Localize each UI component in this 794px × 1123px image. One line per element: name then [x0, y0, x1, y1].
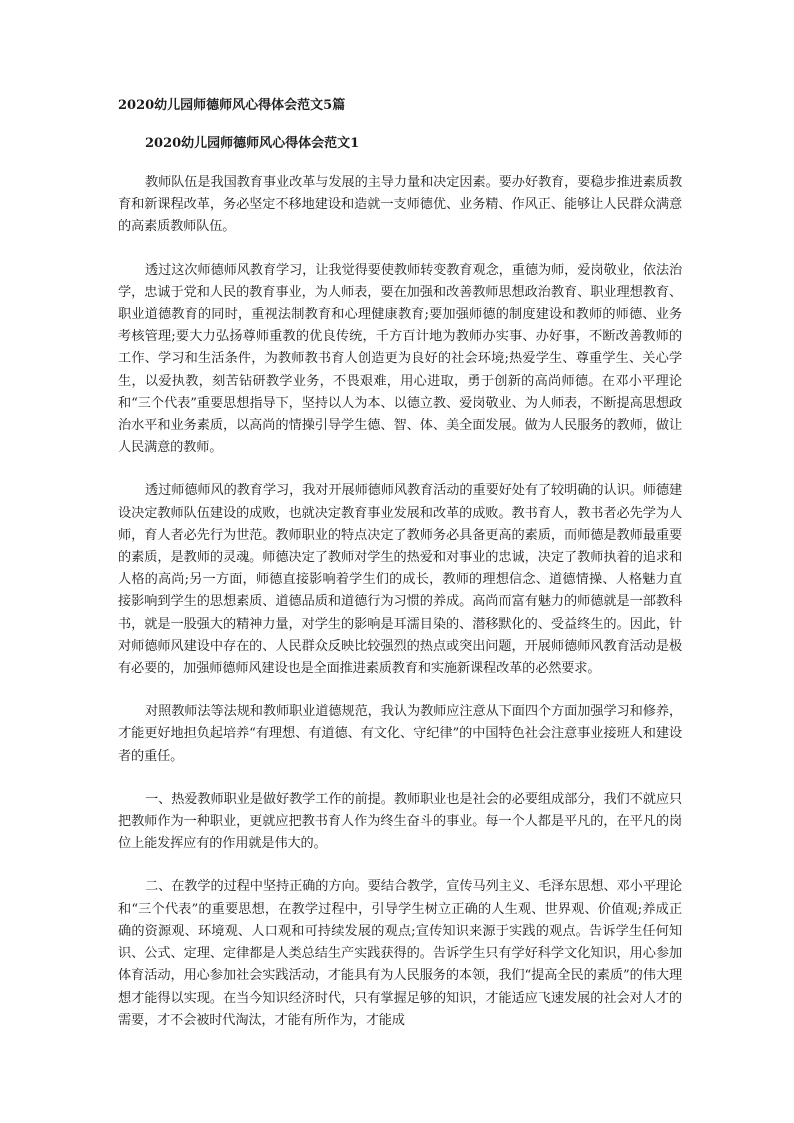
- paragraph-2: 透过这次师德师风教育学习，让我觉得要使教师转变教育观念，重德为师，爱岗敬业，依法治学，忠诚于党和人民的教育事业，为人师表，要在加强和改善教师思想政治教育、职业理想教育、职业道德教育的同时，重视法制教育和心理健康教育;要加强师德的制度建设和教师的师德、业务考核管理;要大力弘扬尊师重教的优良传统，千方百计地为教师办实事、办好事，不断改善教师的工作、学习和生活条件，为教师教书育人创造更为良好的社会环境;热爱学生、尊重学生、关心学生，以爱执教，刻苦钻研教学业务，不畏艰难，用心进取，勇于创新的高尚师德。在邓小平理论和“三个代表”重要思想指导下，坚持以人为本、以德立教、爱岗敬业、为人师表，不断提高思想政治水平和业务素质，以高尚的情操引导学生德、智、体、美全面发展。做为人民服务的教师，做让人民满意的教师。: [118, 262, 682, 456]
- paragraph-5: 一、热爱教师职业是做好教学工作的前提。教师职业也是社会的必要组成部分，我们不就应只把教师作为一种职业，更就应把教书育人作为终生奋斗的事业。每一个人都是平凡的，在平凡的岗位上能发挥应有的作用就是伟大的。: [118, 791, 682, 852]
- document-title: 2020幼儿园师德师风心得体会范文5篇: [118, 98, 346, 113]
- section-title: 2020幼儿园师德师风心得体会范文1: [145, 136, 360, 151]
- paragraph-3: 透过师德师风的教育学习，我对开展师德师风教育活动的重要好处有了较明确的认识。师德建设决定教师队伍建设的成败，也就决定教育事业发展和改革的成败。教书育人，教书者必先学为人师，育人者必先行为世范。教师职业的特点决定了教师务必具备更高的素质，而师德是教师最重要的素质，是教师的灵魂。师德决定了教师对学生的热爱和对事业的忠诚，决定了教师执着的追求和人格的高尚;另一方面，师德直接影响着学生们的成长，教师的理想信念、道德情操、人格魅力直接影响到学生的思想素质、道德品质和道德行为习惯的养成。高尚而富有魅力的师德就是一部教科书，就是一股强大的精神力量，对学生的影响是耳濡目染的、潜移默化的、受益终生的。因此，针对师德师风建设中存在的、人民群众反映比较强烈的热点或突出问题，开展师德师风教育活动是极有必要的，加强师德师风建设也是全面推进素质教育和实施新课程改革的必然要求。: [118, 483, 682, 677]
- document-page: [118, 96, 682, 1053]
- paragraph-1: 教师队伍是我国教育事业改革与发展的主导力量和决定因素。要办好教育，要稳步推进素质教育和新课程改革，务必坚定不移地建设和造就一支师德优、业务精、作风正、能够让人民群众满意的高素质教师队伍。: [118, 175, 682, 235]
- paragraph-4: 对照教师法等法规和教师职业道德规范，我认为教师应注意从下面四个方面加强学习和修养，才能更好地担负起培养“有理想、有道德、有文化、守纪律”的中国特色社会注意事业接班人和建设者的重任。: [118, 704, 682, 764]
- paragraph-6: 二、在教学的过程中坚持正确的方向。要结合教学，宣传马列主义、毛泽东思想、邓小平理论和“三个代表”的重要思想，在教学过程中，引导学生树立正确的人生观、世界观、价值观;养成正确的资源观、环境观、人口观和可持续发展的观点;宣传知识来源于实践的观点。告诉学生任何知识、公式、定理、定律都是人类总结生产实践获得的。告诉学生只有学好科学文化知识，用心参加体育活动，用心参加社会实践活动，才能具有为人民服务的本领，我们“提高全民的素质”的伟大理想才能得以实现。在当今知识经济时代，只有掌握足够的知识，才能适应飞速发展的社会对人才的需要，才不会被时代淘汰，才能有所作为，才能成: [118, 879, 682, 1028]
